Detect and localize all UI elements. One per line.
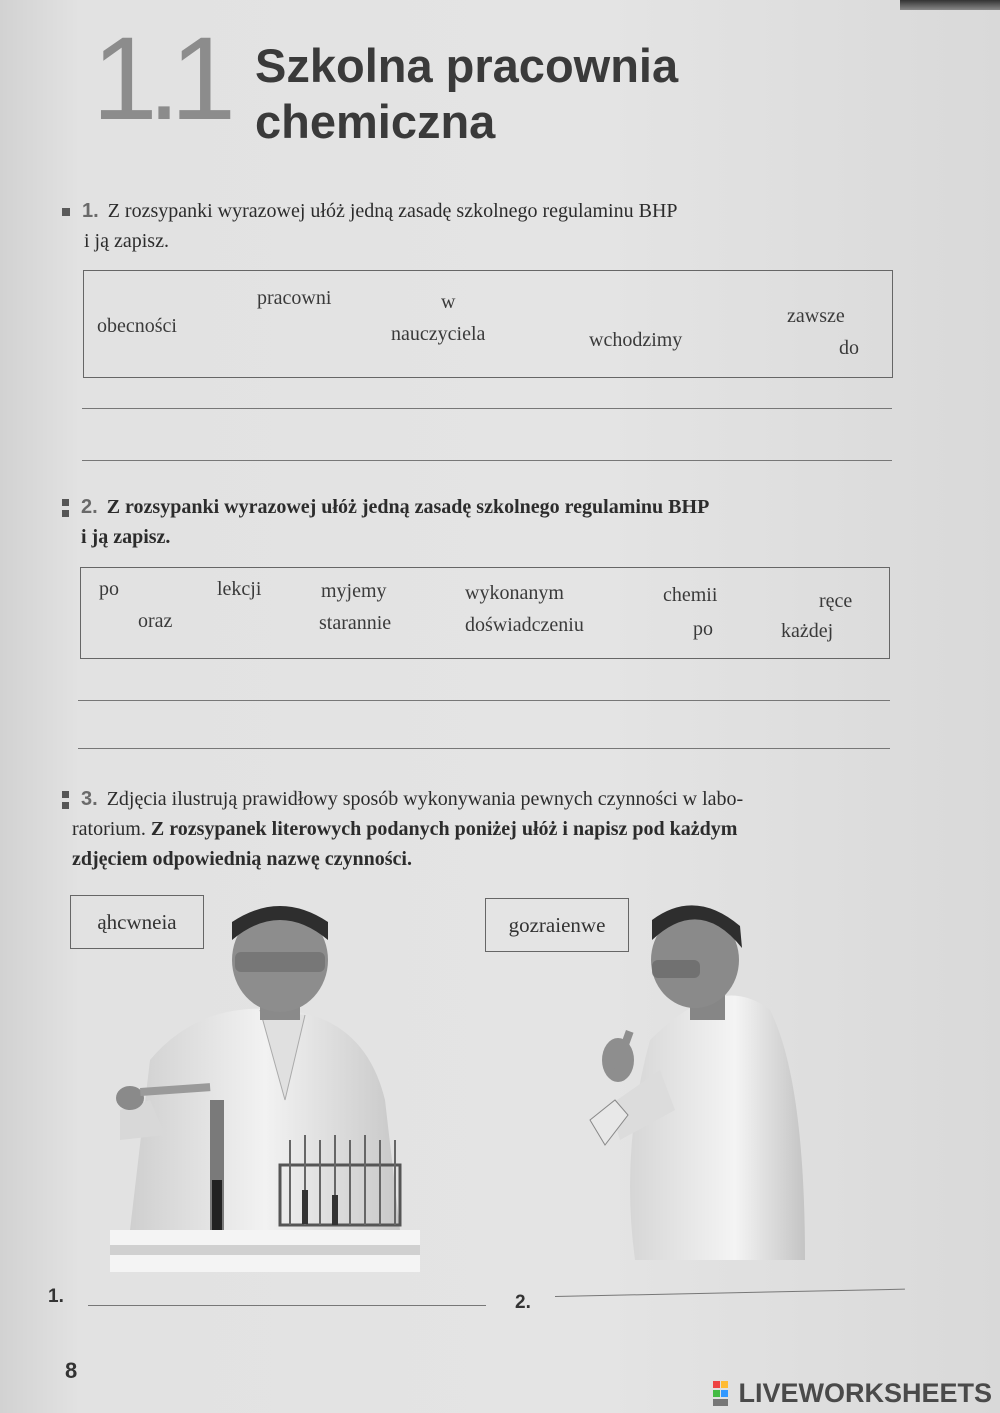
task-number: 2. <box>81 496 98 518</box>
answer-line-3-1[interactable] <box>88 1305 486 1306</box>
task-3-text-line-2: ratorium. <box>72 818 146 840</box>
word-tile[interactable]: zawsze <box>787 305 845 327</box>
word-tile[interactable]: ręce <box>819 590 853 612</box>
title-line-2: chemiczna <box>255 95 496 148</box>
word-tile[interactable]: wykonanym <box>465 582 564 604</box>
word-tile[interactable]: oraz <box>138 610 173 632</box>
word-tile[interactable]: do <box>839 337 859 359</box>
photo-scientist-smelling-icon <box>580 900 810 1265</box>
task-bullet-icon <box>62 208 70 216</box>
task-1-text-line-2: i ją zapisz. <box>84 230 169 252</box>
task-bullet-icon <box>62 499 69 517</box>
brand-watermark <box>713 1378 992 1409</box>
answer-line-3-2[interactable] <box>555 1289 905 1297</box>
task-2-text: Z rozsypanki wyrazowej ułóż jedną zasadę szkolnego regulaminu BHP <box>106 496 710 518</box>
title-line-1: Szkolna pracownia <box>255 39 679 92</box>
task-number: 1. <box>82 200 99 222</box>
task-1-text: Z rozsypanki wyrazowej ułóż jedną zasadę szkolnego regulaminu BHP <box>107 200 678 222</box>
scramble-box-2: gozraienwe <box>485 898 629 952</box>
word-tile[interactable]: doświadczeniu <box>465 614 584 636</box>
task-1-word-box <box>83 270 893 378</box>
answer-line-1b[interactable] <box>82 460 892 461</box>
word-tile[interactable]: myjemy <box>321 580 387 602</box>
word-tile[interactable]: lekcji <box>217 578 262 600</box>
word-tile[interactable]: wchodzimy <box>589 329 683 351</box>
task-3-instruction <box>62 784 892 874</box>
answer-line-2a[interactable] <box>78 700 890 701</box>
task-2-word-box <box>80 567 890 659</box>
task-3-text-bold: Z rozsypanek literowych podanych poniżej ułóż i napisz pod każdym <box>150 818 738 840</box>
task-2-instruction <box>62 492 892 552</box>
task-1-instruction <box>62 196 892 256</box>
page-title <box>255 38 678 150</box>
word-tile[interactable]: starannie <box>319 612 392 634</box>
answer-2-label: 2. <box>515 1292 531 1313</box>
answer-1-label: 1. <box>48 1286 64 1307</box>
answer-line-2b[interactable] <box>78 748 890 749</box>
task-3-text-line-3: zdjęciem odpowiednią nazwę czynności. <box>72 848 412 870</box>
scramble-box-1: ąhcwneia <box>70 895 204 949</box>
liveworksheets-logo-icon <box>713 1381 735 1407</box>
word-tile[interactable]: po <box>693 618 713 640</box>
word-tile[interactable]: obecności <box>97 315 177 337</box>
word-tile[interactable]: pracowni <box>257 287 332 309</box>
photo-scientist-heating-icon <box>110 900 430 1272</box>
page-number: 8 <box>65 1358 78 1383</box>
task-3-text: Zdjęcia ilustrują prawidłowy sposób wykonywania pewnych czynności w labo- <box>106 788 744 810</box>
word-tile[interactable]: nauczyciela <box>391 323 486 345</box>
word-tile[interactable]: każdej <box>781 620 834 642</box>
brand-name: LIVEWORKSHEETS <box>738 1378 992 1408</box>
word-tile[interactable]: w <box>441 291 456 313</box>
answer-line-1a[interactable] <box>82 408 892 409</box>
page-corner-shadow <box>900 0 1000 10</box>
task-bullet-icon <box>62 791 69 809</box>
word-tile[interactable]: chemii <box>663 584 718 606</box>
word-tile[interactable]: po <box>99 578 119 600</box>
section-number: 1.1 <box>92 13 227 145</box>
task-number: 3. <box>81 788 98 810</box>
task-2-text-line-2: i ją zapisz. <box>81 526 171 548</box>
